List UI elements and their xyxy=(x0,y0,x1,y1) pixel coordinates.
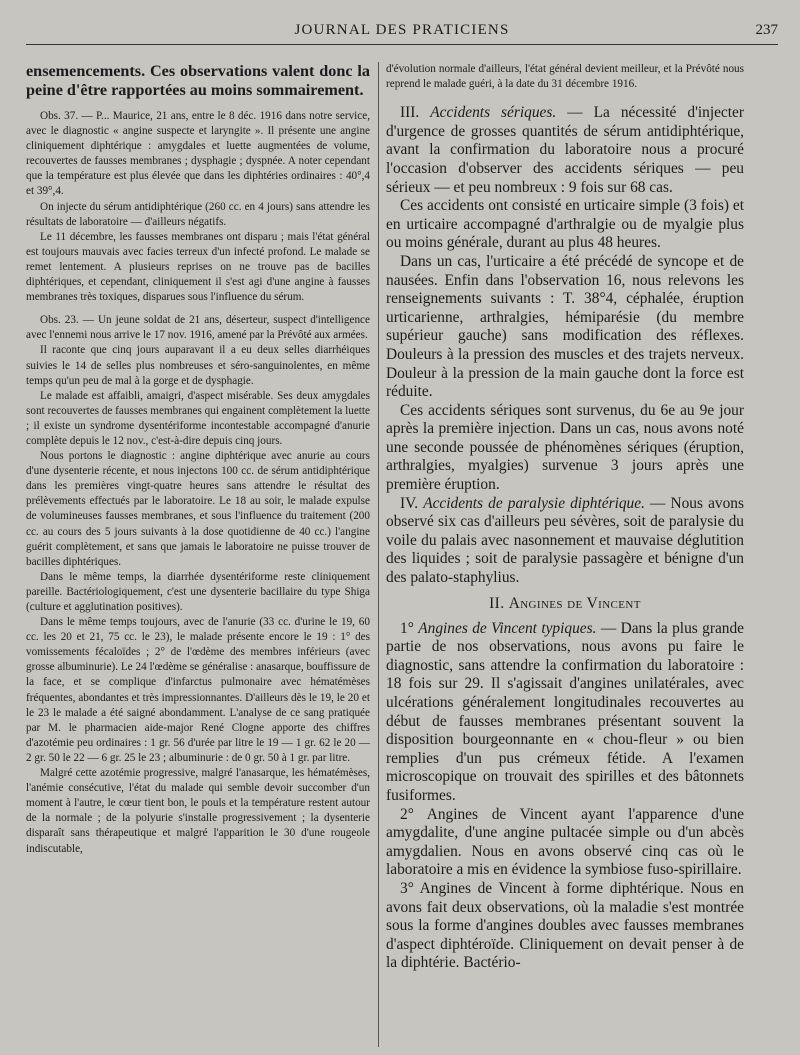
running-header xyxy=(26,22,778,45)
subsection-title: Accidents de paralysie diphtérique. xyxy=(423,494,645,512)
continued-paragraph: d'évolution normale d'ailleurs, l'état général devient meilleur, et la Prévôté nous reprend le malade guéri, à la date du 31 décembre 1916. xyxy=(386,63,744,91)
paragraph-text: — La nécessité d'injecter d'urgence de grosses quantités de sérum antidiphtérique, avant la confirmation du laboratoire nous a procuré l'occasion d'observer des accidents sériques — peu sérieux — et peu nombreux : 9 fois sur 68 cas. xyxy=(386,104,744,196)
paragraph: 3° Angines de Vincent à forme diphtérique. Nous en avons fait deux observations, où la maladie s'est montrée sous la forme d'angines doubles avec fausses membranes d'aspect diphtéroïde. Cliniquement on devait penser à de la diphtérie. Bactério- xyxy=(386,879,744,972)
paragraph-text: — Dans la plus grande partie de nos observations, nous avons pu faire le diagnostic, sans attendre la confirmation du laboratoire : 18 fois sur 29. Il s'agissait d'angines unilatérales, avec ulcérations généralement longitudinales recouvertes au début de fausses membranes présentant souvent la disposition bourgeonnante en « chou-fleur » ou bien remplies d'un pus crémeux fétide. A l'examen microscopique on trouvait des spirilles et des bâtonnets fusiformes. xyxy=(386,619,744,804)
paragraph: Ces accidents ont consisté en urticaire simple (3 fois) et en urticaire accompagné d'arthralgie ou de myalgie plus ou moins générale, durant au plus 48 heures. xyxy=(386,197,744,252)
item-title: Angines de Vincent typiques. xyxy=(418,619,597,637)
item-number: 1° xyxy=(400,619,419,637)
paragraph: Dans un cas, l'urticaire a été précédé de syncope et de nausées. Enfin dans l'observation 16, nous relevons les renseignements suivants : T. 38°4, céphalée, éruption urticarienne, arthralgies, hémiparésie (du membre supérieur gauche) sans modification des réflexes. Douleurs à la pression des muscles et des trajets nerveux. Douleur à la pression de la main gauche dont la force est réduite. xyxy=(386,252,744,401)
paragraph: Dans le même temps, la diarrhée dysentériforme reste cliniquement pareille. Bactériologiquement, c'est une dysenterie bacillaire du type Shiga (culture et agglutination positives). xyxy=(26,570,370,613)
section-heading xyxy=(386,594,744,614)
paragraph-text: — Nous avons observé six cas d'ailleurs peu sévères, soit de paralysie du voile du palais avec nasonnement et mauvaise déglutition des liquides ; soit de paralysie passagère et bénigne d'un des palato-staphylius. xyxy=(386,494,744,587)
right-column xyxy=(386,62,744,1045)
section-title: Angines de Vincent xyxy=(508,594,641,612)
serum-accidents-paragraph xyxy=(386,104,744,197)
section-number: II. xyxy=(489,594,509,612)
subsection-title: Accidents sériques. xyxy=(430,104,557,122)
observation-23: Obs. 23. — Un jeune soldat de 21 ans, déserteur, suspect d'intelligence avec l'ennemi nous arrive le 17 nov. 1916, amené par la Prévôté aux armées. xyxy=(26,314,370,342)
paragraph: Ces accidents sériques sont survenus, du 6e au 9e jour après la première injection. Dans un cas, nous avons noté une seconde poussée de phénomènes sériques (éruption, arthralgies, myalgies) survenue 3 jours après une première éruption. xyxy=(386,401,744,494)
paralysis-paragraph xyxy=(386,495,744,588)
paragraph: Le malade est affaibli, amaigri, d'aspect misérable. Ses deux amygdales sont recouvertes de fausses membranes qui engainent complètement la luette ; il existe un syndrome dysentériforme incontestable accompagné d'anurie complète depuis le 12 nov., c'est-à-dire depuis cinq jours. xyxy=(26,389,370,447)
subsection-number: IV. xyxy=(400,494,424,512)
paragraph: On injecte du sérum antidiphtérique (260 cc. en 4 jours) sans attendre les résultats de laboratoire — d'ailleurs négatifs. xyxy=(26,200,370,228)
subsection-number: III. xyxy=(400,104,431,122)
left-column xyxy=(26,62,370,1045)
page-number: 237 xyxy=(755,22,778,38)
paragraph: Malgré cette azotémie progressive, malgré l'anasarque, les hématémèses, l'anémie consécutive, l'état du malade qui semble devoir succomber d'un moment à l'autre, le cœur tient bon, le pouls et la température restent autour de la normale ; de la polyurie s'installe progressivement ; la dysenterie disparaît sans thérapeutique et malgré l'apparition le 30 d'une rougeole indiscutable, xyxy=(26,767,370,855)
paragraph: Dans le même temps toujours, avec de l'anurie (33 cc. d'urine le 19, 60 cc. les 20 et 21, 75 cc. le 23), le malade présente encore le 19 : 1° des vomissements fécaloïdes ; 2° de l'œdème des membres inférieurs (avec grosse albuminurie). Le 24 l'œdème se généralise : anasarque, bouffissure de la face, et se complique d'infarctus pulmonaire avec hématémèses fréquentes, abondantes et très impressionnantes. D'ailleurs dès le 19, le 20 et le 23 le malade a été saigné abondamment. L'analyse de ce sang pratiquée par M. le pharmacien aide-major René Clogne apporte des chiffres d'azotémie peu ordinaires : 1 gr. 56 d'urée par litre le 19 — 1 gr. 62 le 20 — 2 gr. 50 le 22 — 6 gr. 25 le 23 ; albuminurie : de 0 gr. 50 à 1 gr. par litre. xyxy=(26,616,370,764)
paragraph: 2° Angines de Vincent ayant l'apparence d'une amygdalite, d'une angine pultacée simple ou d'un abcès amygdalien. Nous en avons observé cinq cas où le laboratoire a mis en évidence la symbiose fuso-spirillaire. xyxy=(386,805,744,879)
paragraph: Le 11 décembre, les fausses membranes ont disparu ; mais l'état général est toujours mauvais avec facies terreux d'un infecté profond. Le malade se remet lentement. A plusieurs reprises on ne trouve pas de bacilles diphtériques, et cependant, cliniquement il s'est agi d'une angine à fausses membranes très toxiques, disparues sous l'influence du sérum. xyxy=(26,230,370,304)
paragraph: Nous portons le diagnostic : angine diphtérique avec anurie au cours d'une dysenterie récente, et nous injectons 100 cc. de sérum antidiphtérique dans les premières vingt-quatre heures sans attendre le résultat des prélèvements effectués par le laboratoire. Le 18 au soir, le malade expulse de volumineuses fausses membranes, et sous l'influence du traitement (200 cc. au cours des 5 jours suivants à la dose quotidienne de 40 cc.) l'angine guérit complètement, et sans que jamais le laboratoire ne puisse trouver de bacilles diphtériques. xyxy=(26,450,370,568)
observation-37: Obs. 37. — P... Maurice, 21 ans, entre le 8 déc. 1916 dans notre service, avec le diagnostic « angine suspecte et laryngite ». Il présente une angine cliniquement diphtérique : amygdales et luette augmentées de volume, recouvertes de fausses membranes ; dysphagie ; dyspnée. A noter cependant que la température est plus élevée que dans les diphtéries ordinaires : 40°,4 et 39°,4. xyxy=(26,110,370,198)
lead-paragraph: ensemencements. Ces observations valent donc la peine d'être rapportées au moins sommairement. xyxy=(26,62,370,99)
column-divider xyxy=(378,62,379,1047)
journal-title: JOURNAL DES PRATICIENS xyxy=(294,22,510,38)
vincent-typical-paragraph xyxy=(386,620,744,806)
paragraph: Il raconte que cinq jours auparavant il a eu deux selles diarrhéiques suivies le 14 de selles plus nombreuses et séro-sanguinolentes, en même temps qu'un peu de mal à la gorge et de dysphagie. xyxy=(26,344,370,387)
